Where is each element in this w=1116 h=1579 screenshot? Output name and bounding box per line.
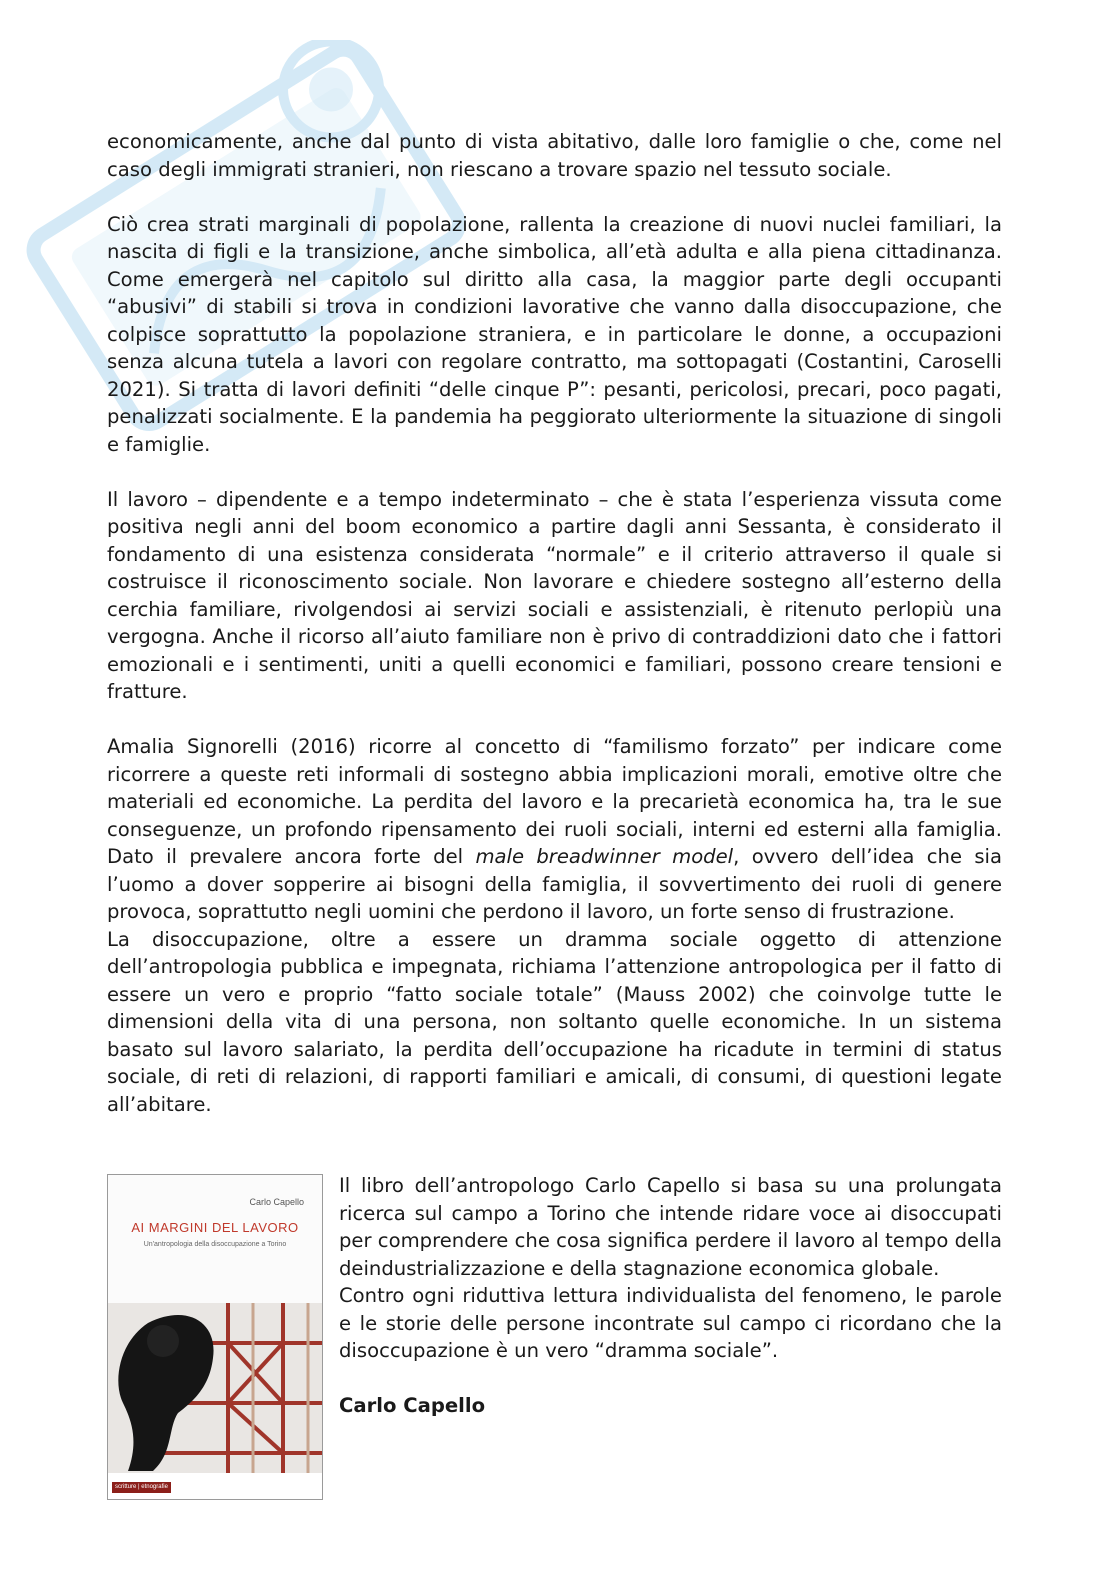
- italic-term: male breadwinner model: [475, 845, 734, 868]
- cover-photo-icon: [108, 1303, 322, 1473]
- book-description-paragraph: Contro ogni riduttiva lettura individualista del fenomeno, le parole e le storie delle persone incontrate sul campo ci ricordano che la disoccupazione è un vero “dramma sociale”.: [339, 1284, 1002, 1362]
- paragraph-signorelli: [107, 733, 1002, 926]
- cover-footer: [108, 1473, 322, 1499]
- paragraph: Il lavoro – dipendente e a tempo indeterminato – che è stata l’esperienza vissuta come positiva negli anni del boom economico a partire dagli anni Sessanta, è considerato il fondamento di una esistenza considerata “normale” e il criterio attraverso il quale si costruisce il riconoscimento sociale. Non lavorare e chiedere sostegno all’esterno della cerchia familiare, rivolgendosi ai servizi sociali e assistenziali, è ritenuto perlopiù una vergogna. Anche il ricorso all’aiuto familiare non è privo di contraddizioni dato che i fattori emozionali e i sentimenti, uniti a quelli economici e familiari, possono creare tensioni e fratture.: [107, 487, 1002, 703]
- book-cover-image: [107, 1174, 323, 1500]
- paragraph: economicamente, anche dal punto di vista abitativo, dalle loro famiglie o che, come nel caso degli immigrati stranieri, non riescano a trovare spazio nel tessuto sociale.: [107, 130, 1002, 181]
- cover-series-label: scritture | etnografie: [112, 1482, 171, 1493]
- paragraph-text: , ovvero dell’idea che sia l’uomo a dover sopperire ai bisogni della famiglia, il sovvertimento dei ruoli di genere provoca, soprattutto negli uomini che perdono il lavoro, un forte senso di frustrazione.: [107, 845, 1002, 923]
- paragraph-text: Amalia Signorelli (2016) ricorre al concetto di “familismo forzato” per indicare come ricorrere a queste reti informali di sostegno abbia implicazioni morali, emotive oltre che materiali ed economiche. La perdita del lavoro e la precarietà economica ha, tra le sue conseguenze, un profondo ripensamento dei ruoli sociali, interni ed esterni alla famiglia. Dato il prevalere ancora forte del: [107, 735, 1002, 868]
- paragraph: Ciò crea strati marginali di popolazione, rallenta la creazione di nuovi nuclei familiari, la nascita di figli e la transizione, anche simbolica, all’età adulta e alla piena cittadinanza. Come emergerà nel capitolo sul diritto alla casa, la maggior parte degli occupanti “abusivi” di stabili si trova in condizioni lavorative che vanno dalla disoccupazione, che colpisce soprattutto la popolazione straniera, e in particolare le donne, a occupazioni senza alcuna tutela a lavori con regolare contratto, ma sottopagati (Costantini, Caroselli 2021). Si tratta di lavori definiti “delle cinque P”: pesanti, pericolosi, precari, poco pagati, penalizzati socialmente. E la pandemia ha peggiorato ulteriormente la situazione di singoli e famiglie.: [107, 212, 1002, 456]
- book-author-signature: Carlo Capello: [339, 1394, 486, 1417]
- paragraph: La disoccupazione, oltre a essere un dramma sociale oggetto di attenzione dell’antropologia pubblica e impegnata, richiama l’attenzione antropologica per il fatto di essere un vero e proprio “fatto sociale totale” (Mauss 2002) che coinvolge tutte le dimensioni della vita di una persona, non soltanto quelle economiche. In un sistema basato sul lavoro salariato, la perdita dell’occupazione ha ricadute in termini di status sociale, di reti di relazioni, di rapporti familiari e amicali, di consumi, di questioni legate all’abitare.: [107, 927, 1002, 1116]
- book-description-paragraph: Il libro dell’antropologo Carlo Capello si basa su una prolungata ricerca sul campo a Torino che intende ridare voce ai disoccupati per comprendere che cosa significa perdere il lavoro al tempo della deindustrializzazione e della stagnazione economica globale.: [339, 1174, 1002, 1280]
- book-description: [339, 1172, 1002, 1420]
- cover-author: Carlo Capello: [249, 1197, 304, 1207]
- document-body: [107, 128, 1002, 1118]
- cover-title: AI MARGINI DEL LAVORO: [131, 1220, 299, 1235]
- cover-subtitle: Un'antropologia della disoccupazione a Torino: [143, 1241, 287, 1248]
- book-promo: [107, 1172, 1002, 1500]
